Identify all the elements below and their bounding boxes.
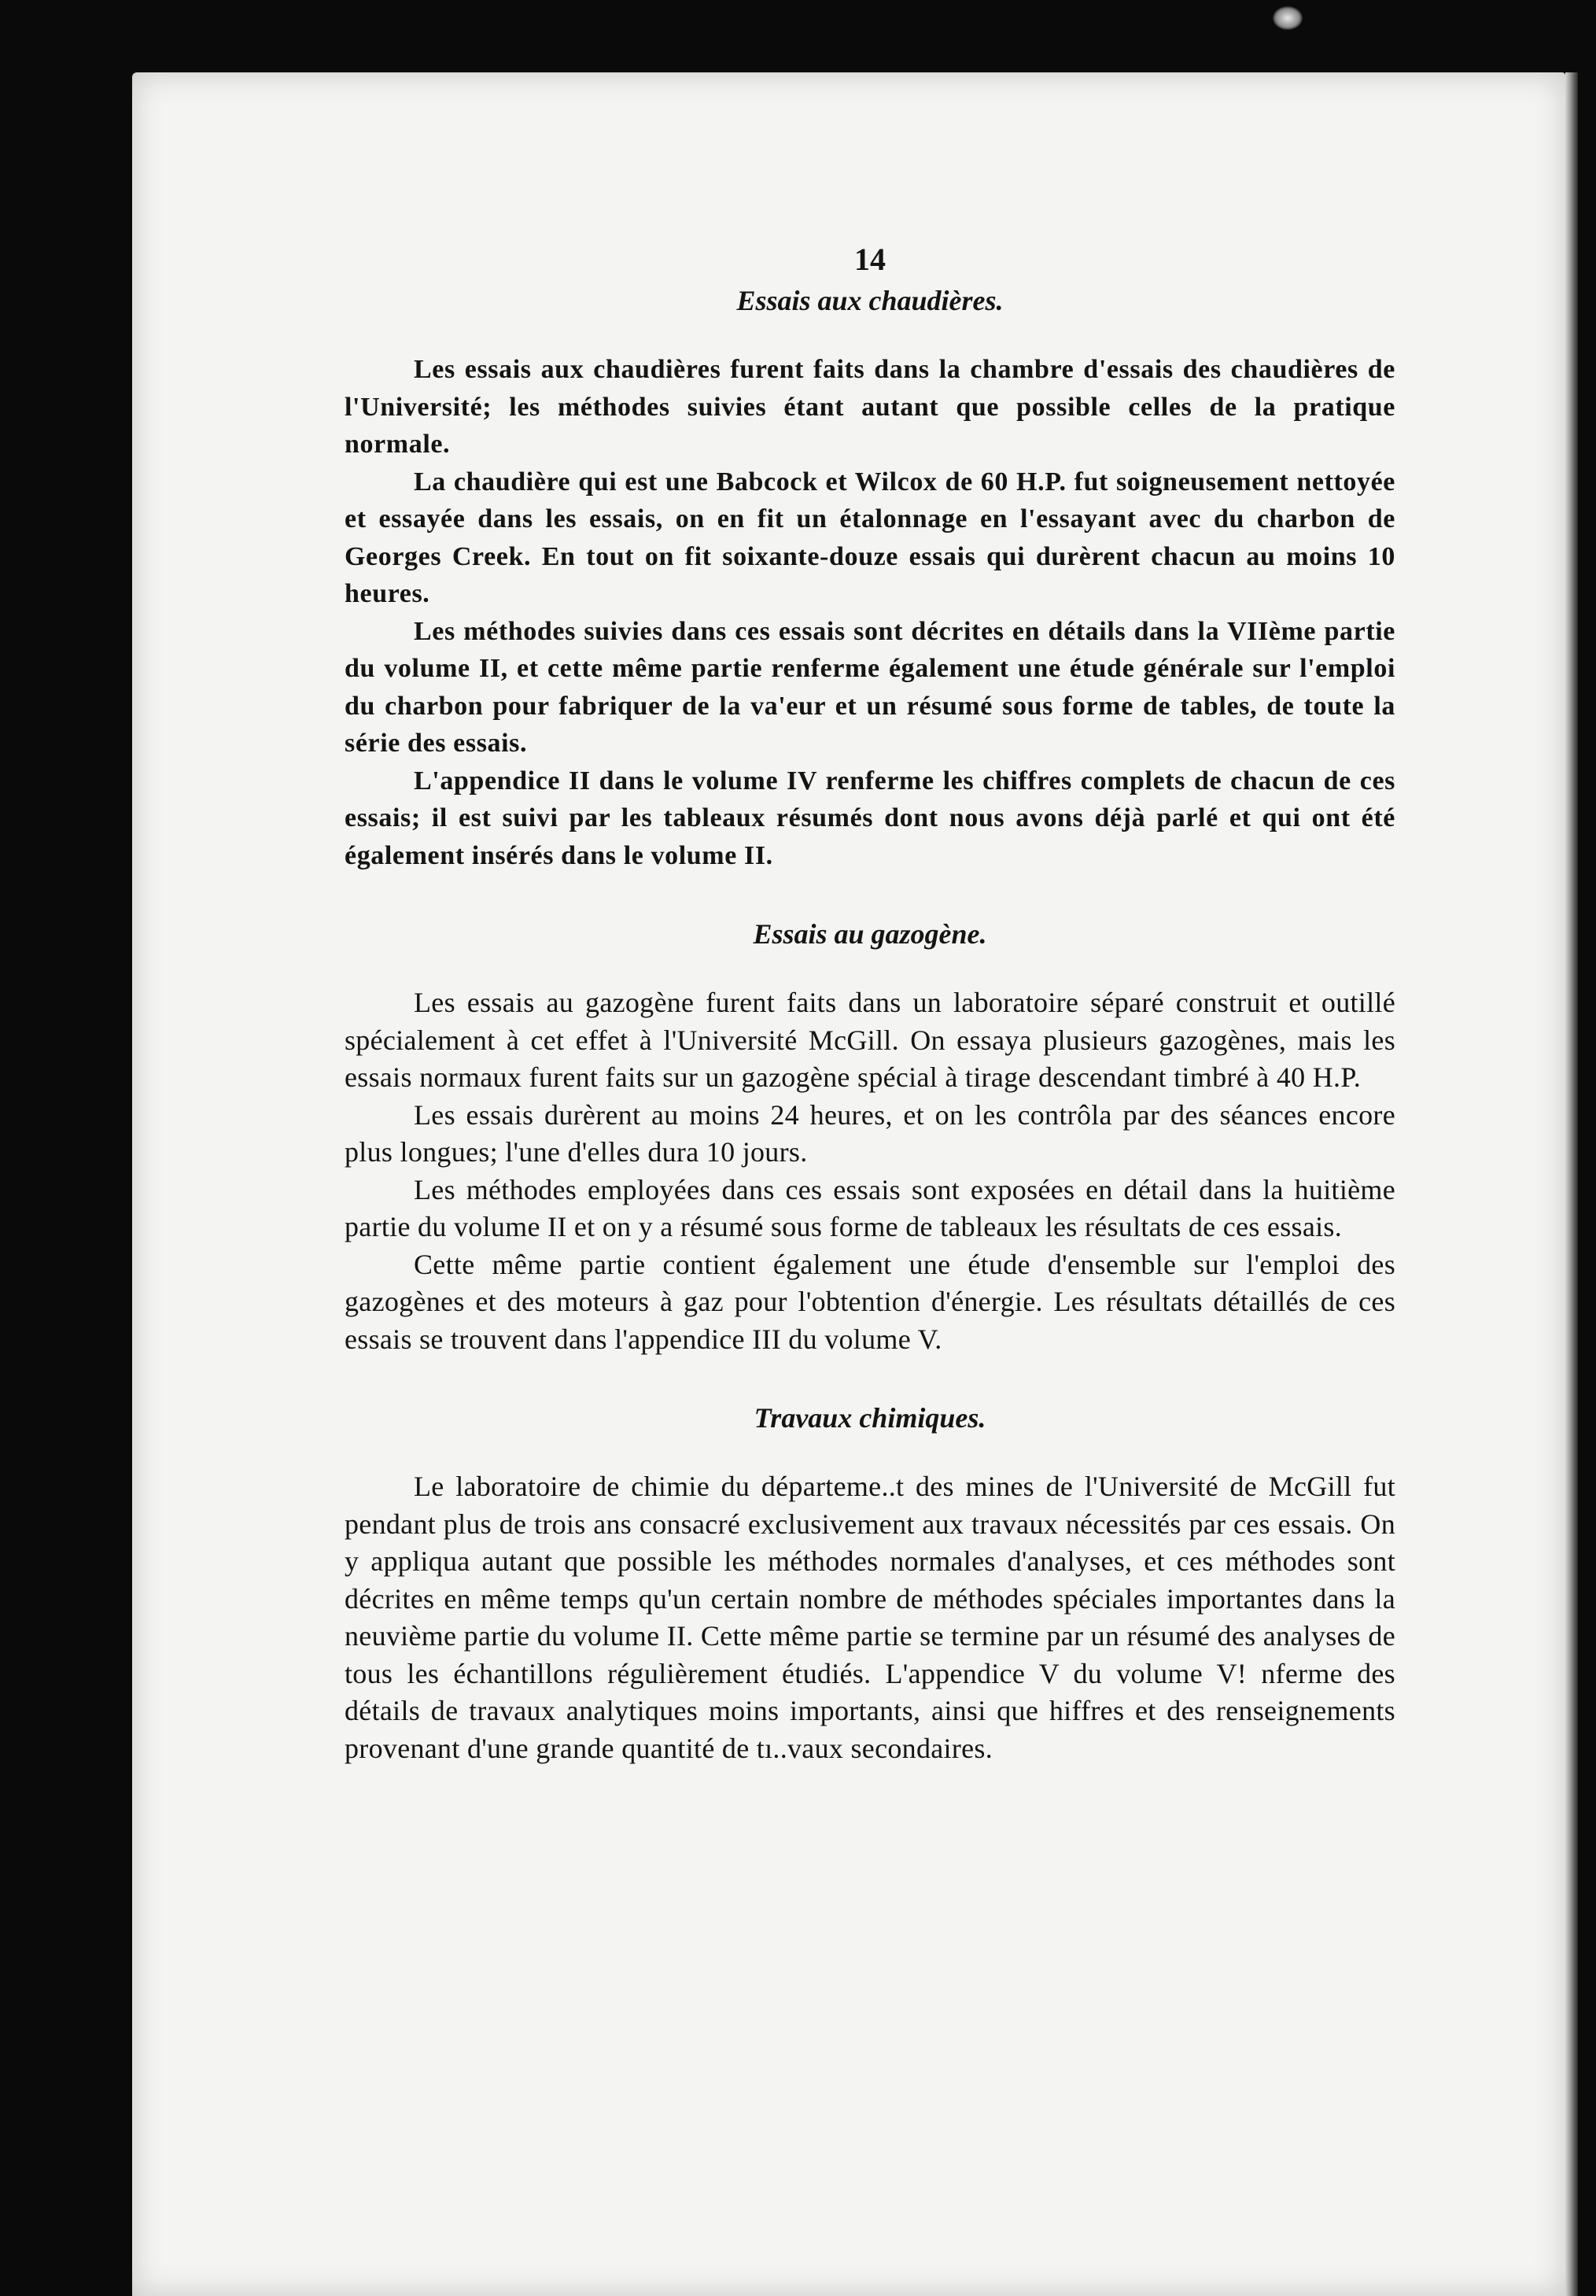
section-travaux-chimiques xyxy=(345,1399,1395,1767)
paragraph: Les essais aux chaudières furent faits dans la chambre d'essais des chaudières de l'Université; les méthodes suivies étant autant que possible celles de la pratique normale. xyxy=(345,355,1395,459)
paragraph: Les méthodes employées dans ces essais sont exposées en détail dans la huitième partie du volume II et on y a résumé sous forme de tableaux les résultats de ces essais. xyxy=(345,1173,1395,1242)
scan-artifact xyxy=(1273,6,1303,30)
section-heading: Essais aux chaudières. xyxy=(736,285,1004,316)
paragraph: Les essais durèrent au moins 24 heures, et on les contrôla par des séances encore plus longues; l'une d'elles dura 10 jours. xyxy=(345,1098,1395,1168)
paragraph: Le laboratoire de chimie du départeme..t des mines de l'Université de McGill fut pendant plus de trois ans consacré exclusivement aux travaux nécessités par ces essais. On y appliqua autant que possible les méthodes normales d'analyses, et ces méthodes sont décrites en même temps qu'un certain nombre de méthodes spéciales importantes dans la neuvième partie du volume II. Cette même partie se termine par un résumé des analyses de tous les échantillons régulièrement étudiés. L'appendice V du volume V! nferme des détails de travaux analytiques moins importants, ainsi que hiffres et des renseignements provenant d'une grande quantité de tı..vaux secondaires. xyxy=(345,1471,1395,1764)
paragraph: Les essais au gazogène furent faits dans un laboratoire séparé construit et outillé spécialement à cet effet à l'Université McGill. On essaya plusieurs gazogènes, mais les essais normaux furent faits sur un gazogène spécial à tirage descendant timbré à 40 H.P. xyxy=(345,987,1395,1093)
paragraph: Les méthodes suivies dans ces essais sont décrites en détails dans la VIIème partie du volume II, et cette même partie renferme également une étude générale sur l'emploi du charbon pour fabriquer de la va'eur et un résumé sous forme de tables, de toute la série des essais. xyxy=(345,616,1395,758)
section-heading: Essais au gazogène. xyxy=(753,918,987,950)
section-body xyxy=(345,984,1395,1358)
paragraph: La chaudière qui est une Babcock et Wilcox de 60 H.P. fut soigneusement nettoyée et essayée dans les essais, on en fit un étalonnage en l'essayant avec du charbon de Georges Creek. En tout on fit soixante-douze essais qui durèrent chacun au moins 10 heures. xyxy=(345,467,1395,608)
page-edge xyxy=(1565,72,1578,2296)
page-number: 14 xyxy=(854,242,886,277)
paragraph: L'appendice II dans le volume IV renferme les chiffres complets de chacun de ces essais; il est suivi par les tableaux résumés dont nous avons déjà parlé et qui ont été également insérés dans le volume II. xyxy=(345,766,1395,870)
section-essais-gazogene xyxy=(345,915,1395,1358)
section-body xyxy=(345,1468,1395,1767)
section-essais-chaudieres xyxy=(345,282,1395,874)
page-content xyxy=(345,228,1395,1767)
paragraph: Cette même partie contient également une étude d'ensemble sur l'emploi des gazogènes et des moteurs à gaz pour l'obtention d'énergie. Les résultats détaillés de ces essais se trouvent dans l'appendice III du volume V. xyxy=(345,1248,1395,1355)
section-body xyxy=(345,351,1395,874)
section-heading: Travaux chimiques. xyxy=(754,1402,986,1434)
